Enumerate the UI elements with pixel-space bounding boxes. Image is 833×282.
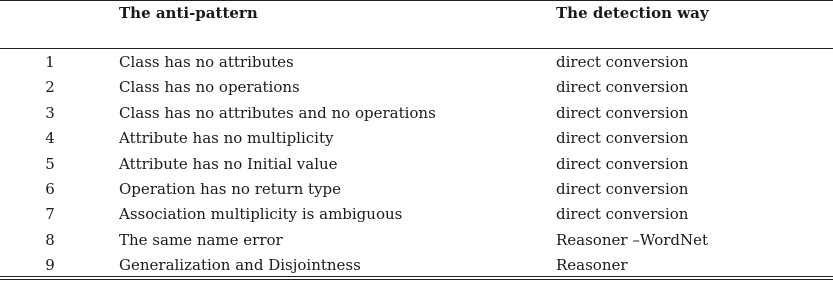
- row-anti-pattern: Attribute has no multiplicity: [119, 129, 334, 148]
- row-anti-pattern: The same name error: [119, 230, 283, 249]
- table-row: [0, 102, 833, 127]
- row-anti-pattern: Generalization and Disjointness: [119, 256, 361, 275]
- row-anti-pattern: Operation has no return type: [119, 179, 342, 198]
- row-number: 2: [45, 78, 55, 97]
- row-detection-way: direct conversion: [556, 103, 689, 122]
- row-detection-way: Reasoner: [556, 256, 628, 275]
- table-row: [0, 178, 833, 203]
- row-number: 5: [45, 154, 55, 173]
- row-detection-way: direct conversion: [556, 205, 689, 224]
- table-row: [0, 76, 833, 101]
- table-row: [0, 51, 833, 76]
- header-anti-pattern: The anti-pattern: [119, 4, 258, 22]
- row-anti-pattern: Class has no operations: [119, 78, 300, 97]
- row-detection-way: Reasoner –WordNet: [556, 230, 709, 249]
- table-row: [0, 153, 833, 178]
- row-number: 9: [45, 256, 55, 275]
- row-number: 4: [45, 129, 55, 148]
- table-row: [0, 229, 833, 254]
- table-row: [0, 127, 833, 152]
- row-number: 7: [45, 205, 55, 224]
- row-anti-pattern: Class has no attributes and no operations: [119, 103, 436, 122]
- row-detection-way: direct conversion: [556, 179, 689, 198]
- header-detection-way: The detection way: [556, 4, 709, 22]
- row-detection-way: direct conversion: [556, 154, 689, 173]
- table-bottom-rule: [0, 276, 833, 277]
- row-anti-pattern: Attribute has no Initial value: [119, 154, 338, 173]
- row-anti-pattern: Class has no attributes: [119, 53, 294, 71]
- row-anti-pattern: Association multiplicity is ambiguous: [119, 205, 403, 224]
- row-number: 3: [45, 103, 55, 122]
- header-separator-rule: [0, 48, 833, 49]
- row-detection-way: direct conversion: [556, 53, 689, 71]
- row-number: 8: [45, 230, 55, 249]
- row-number: 1: [45, 53, 55, 71]
- row-number: 6: [45, 179, 55, 198]
- table-body: [0, 51, 833, 280]
- row-detection-way: direct conversion: [556, 129, 689, 148]
- table-top-rule: [0, 0, 833, 1]
- row-detection-way: direct conversion: [556, 78, 689, 97]
- table-bottom-rule-double: [0, 279, 833, 280]
- table-row: [0, 203, 833, 228]
